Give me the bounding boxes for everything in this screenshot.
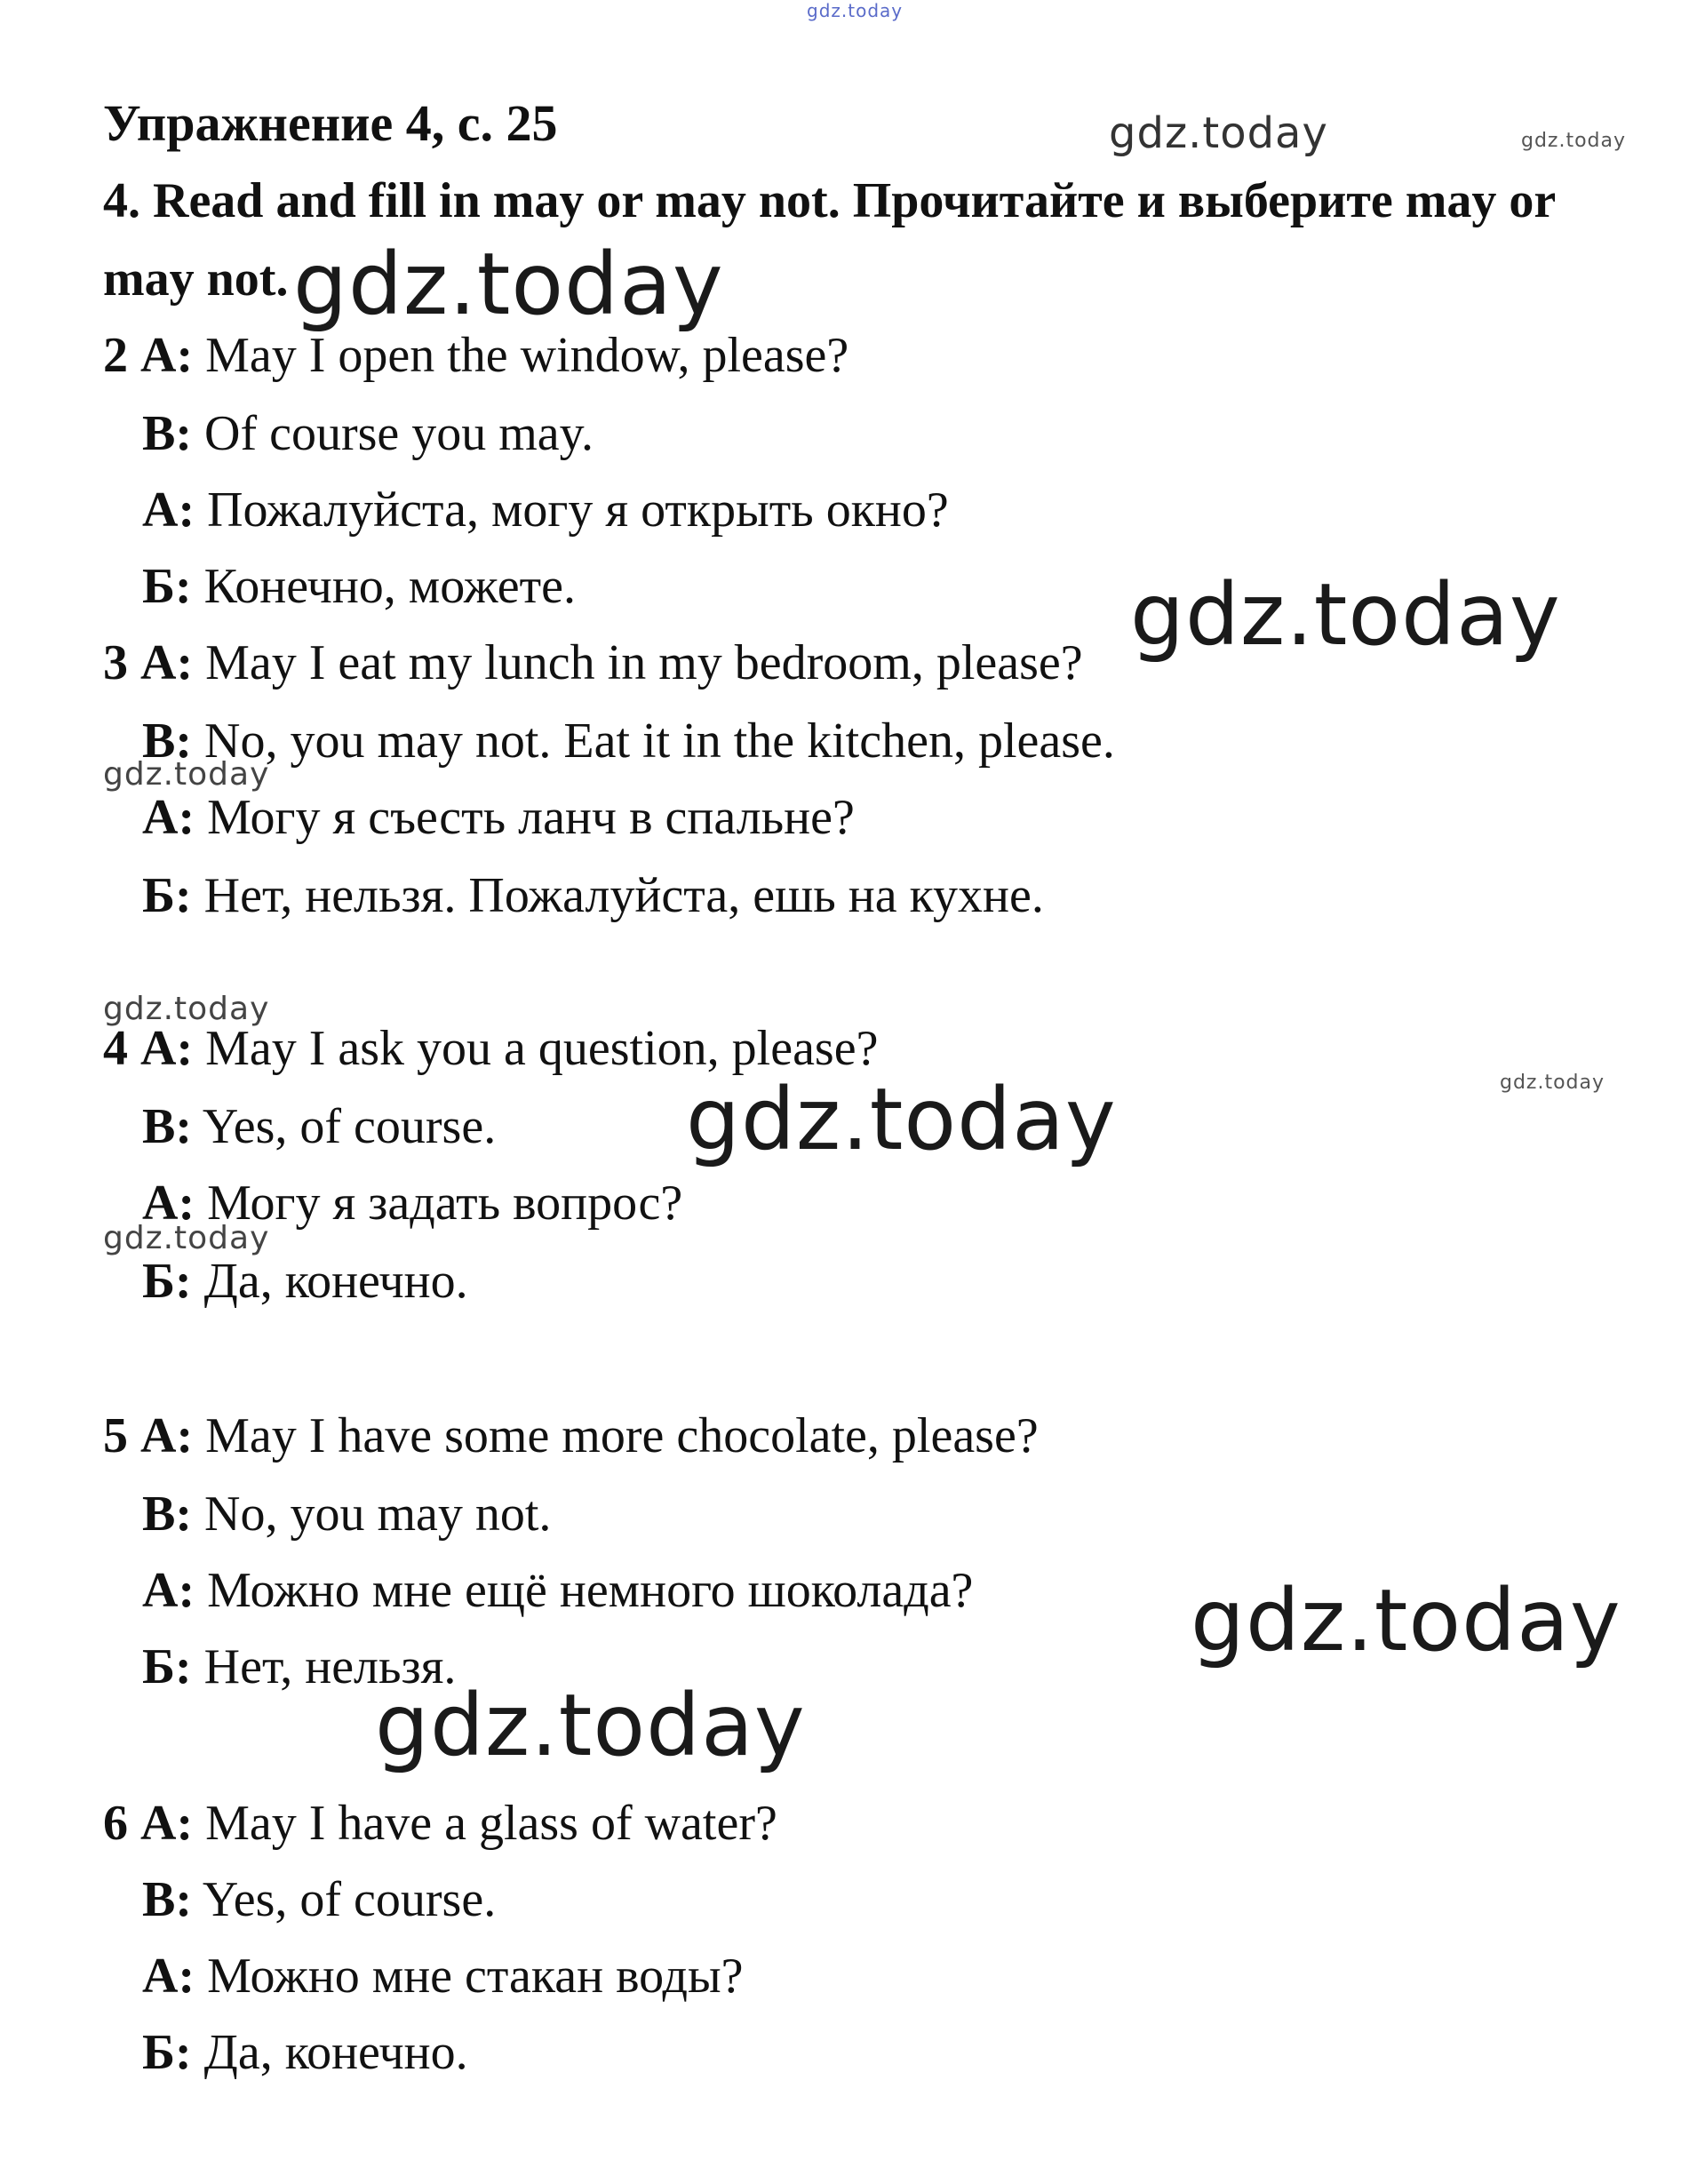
speech-text: Конечно, можете. [203, 559, 576, 614]
speaker-label: Б: [142, 868, 192, 923]
speech-text: No, you may not. Eat it in the kitchen, please. [204, 713, 1115, 769]
task-line-2: may not. [103, 251, 289, 307]
speech-text: Нет, нельзя. [203, 1639, 457, 1694]
dialogue-line [142, 406, 594, 461]
speech-text: Yes, of course. [202, 1872, 497, 1927]
speech-text: Можно мне стакан воды? [207, 1949, 744, 2004]
dialogue-line [142, 482, 949, 538]
dialogue-line [103, 1408, 1039, 1463]
dialogue-line [142, 790, 855, 845]
dialogue-line [142, 2025, 468, 2080]
speaker-label: B: [142, 406, 192, 461]
watermark: gdz.today [1500, 1072, 1605, 1094]
speech-text: May I ask you a question, please? [205, 1021, 879, 1076]
speaker-label: А: [142, 1176, 195, 1231]
speaker-label: A: [140, 635, 194, 690]
dialogue-line [142, 713, 1115, 769]
speech-text: No, you may not. [204, 1487, 552, 1542]
watermark: gdz.today [375, 1676, 806, 1775]
dialogue-line [103, 1021, 879, 1076]
dialogue-number: 4 [103, 1021, 128, 1076]
speaker-label: Б: [142, 2025, 192, 2080]
task-line-1: 4. Read and fill in may or may not. Прочитайте и выберите may or [103, 173, 1557, 228]
watermark: gdz.today [1521, 130, 1627, 152]
watermark: gdz.today [807, 0, 904, 21]
dialogue-line [142, 1872, 497, 1927]
dialogue-line [142, 1487, 552, 1542]
speaker-label: A: [140, 1796, 194, 1851]
speech-text: Да, конечно. [203, 2025, 468, 2080]
dialogue-line [103, 328, 849, 383]
speech-text: Могу я задать вопрос? [207, 1176, 683, 1231]
speaker-label: A: [140, 1021, 194, 1076]
speech-text: May I eat my lunch in my bedroom, please? [205, 635, 1083, 690]
dialogue-line [142, 868, 1044, 923]
speech-text: Могу я съесть ланч в спальне? [207, 790, 855, 845]
dialogue-number: 6 [103, 1796, 128, 1851]
speech-text: Of course you may. [204, 406, 594, 461]
speaker-label: B: [142, 1872, 192, 1927]
dialogue-line [142, 559, 576, 614]
speaker-label: Б: [142, 1639, 192, 1694]
watermark: gdz.today [103, 991, 270, 1027]
speech-text: Пожалуйста, могу я открыть окно? [207, 482, 949, 538]
watermark: gdz.today [1109, 108, 1328, 158]
speech-text: May I open the window, please? [205, 328, 849, 383]
watermark: gdz.today [686, 1070, 1117, 1169]
exercise-heading: Упражнение 4, с. 25 [103, 94, 558, 152]
speaker-label: Б: [142, 559, 192, 614]
speaker-label: B: [142, 1487, 192, 1542]
watermark: gdz.today [103, 756, 270, 793]
speech-text: Yes, of course. [202, 1099, 497, 1154]
speaker-label: А: [142, 1563, 195, 1618]
speaker-label: Б: [142, 1254, 192, 1309]
dialogue-line [103, 635, 1083, 690]
speech-text: May I have some more chocolate, please? [205, 1408, 1039, 1463]
speech-text: May I have a glass of water? [205, 1796, 777, 1851]
speaker-label: B: [142, 1099, 192, 1154]
dialogue-number: 5 [103, 1408, 128, 1463]
dialogue-line [103, 1796, 777, 1851]
speaker-label: А: [142, 1949, 195, 2004]
watermark: gdz.today [1130, 565, 1561, 665]
speaker-label: B: [142, 713, 192, 769]
dialogue-number: 3 [103, 635, 128, 690]
speech-text: Можно мне ещё немного шоколада? [207, 1563, 974, 1618]
watermark: gdz.today [293, 235, 724, 334]
dialogue-line [142, 1949, 744, 2004]
watermark: gdz.today [103, 1220, 270, 1256]
speaker-label: А: [142, 482, 195, 538]
speaker-label: А: [142, 790, 195, 845]
speech-text: Нет, нельзя. Пожалуйста, ешь на кухне. [203, 868, 1044, 923]
dialogue-line [142, 1563, 974, 1618]
dialogue-line [142, 1099, 497, 1154]
watermark: gdz.today [1191, 1571, 1621, 1670]
dialogue-line [142, 1254, 468, 1309]
speech-text: Да, конечно. [203, 1254, 468, 1309]
dialogue-number: 2 [103, 328, 128, 383]
speaker-label: A: [140, 1408, 194, 1463]
speaker-label: A: [140, 328, 194, 383]
